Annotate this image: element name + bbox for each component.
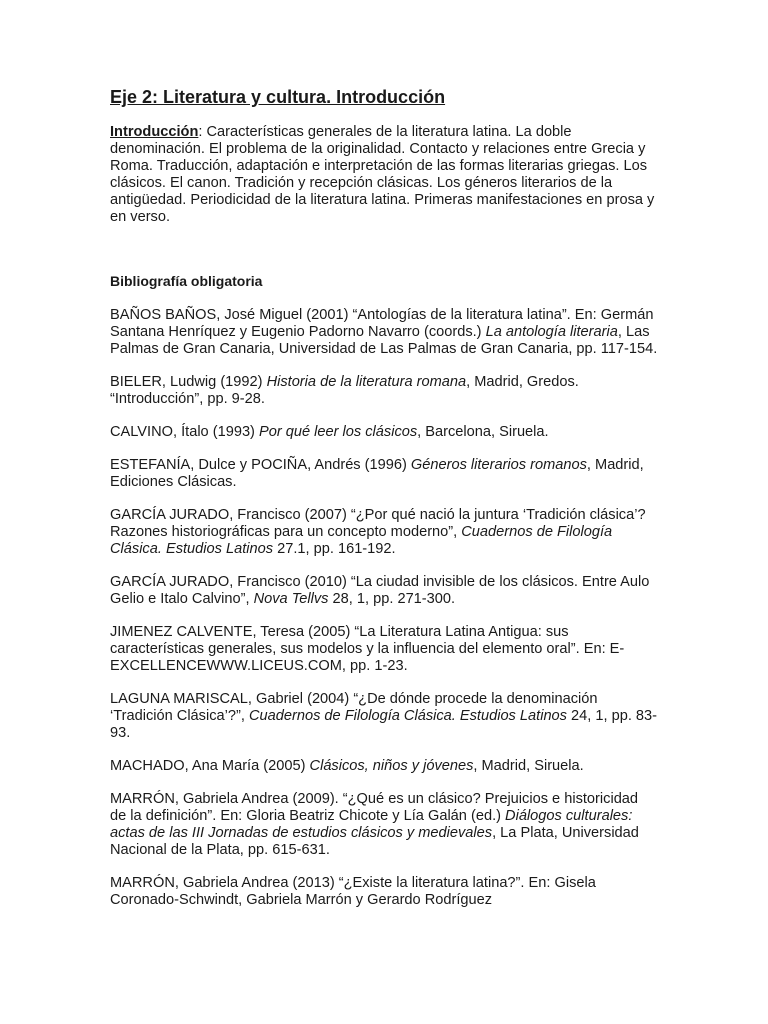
entry-text: , La Plata, Universidad Nacional de la Plata, pp. 615-631. [110, 825, 639, 858]
bibliography-heading: Bibliografía obligatoria [110, 273, 263, 289]
document-page [110, 86, 658, 909]
bibliography-entry [110, 457, 658, 491]
bibliography-entry [110, 307, 658, 358]
intro-text: : Características generales de la literatura latina. La doble denominación. El problema de la originalidad. Contacto y relaciones entre Grecia y Roma. Traducción, adaptación e interpretación de las formas literarias griegas. Los clásicos. El canon. Tradición y recepción clásicas. Los géneros literarios de la antigüedad. Periodicidad de la literatura latina. Primeras manifestaciones en prosa y en verso. [110, 124, 655, 225]
entry-text: ESTEFANÍA, Dulce y POCIÑA, Andrés (1996) [110, 457, 411, 473]
entry-italic-title: Diálogos culturales: actas de las III Jornadas de estudios clásicos y medievales [110, 808, 633, 841]
bibliography-entry [110, 374, 658, 408]
entry-italic-title: Cuadernos de Filología Clásica. Estudios Latinos [110, 524, 613, 557]
entry-text: GARCÍA JURADO, Francisco (2007) “¿Por qué nació la juntura ‘Tradición clásica’? Razones historiográficas para un concepto moderno”, [110, 507, 646, 540]
entry-text: , Madrid, Gredos. “Introducción”, pp. 9-28. [110, 374, 579, 407]
entry-text: BAÑOS BAÑOS, José Miguel (2001) “Antologías de la literatura latina”. En: Germán Santana Henríquez y Eugenio Padorno Navarro (coords.) [110, 307, 654, 340]
bibliography-entry [110, 507, 658, 558]
bibliography-entry [110, 691, 658, 742]
entry-text: , Las Palmas de Gran Canaria, Universidad de Las Palmas de Gran Canaria, pp. 117-154. [110, 324, 658, 357]
entry-text: BIELER, Ludwig (1992) [110, 374, 267, 390]
bibliography-entry [110, 758, 658, 775]
entry-text: , Madrid, Siruela. [473, 758, 584, 774]
entry-italic-title: Por qué leer los clásicos [258, 424, 418, 440]
bibliography-entry [110, 875, 658, 909]
bibliography-entry [110, 624, 658, 675]
entry-text: , Barcelona, Siruela. [417, 424, 549, 440]
entry-italic-title: Géneros literarios romanos [410, 457, 587, 473]
entry-italic-title: Cuadernos de Filología Clásica. Estudios Latinos [248, 708, 567, 724]
entry-text: MARRÓN, Gabriela Andrea (2009). “¿Qué es un clásico? Prejuicios e historicidad de la definición”. En: Gloria Beatriz Chicote y Lía Galán (ed.) [110, 791, 639, 824]
entry-text: MACHADO, Ana María (2005) [110, 758, 310, 774]
page-title: Eje 2: Literatura y cultura. Introducción [110, 87, 446, 107]
bibliography-list [110, 307, 658, 909]
entry-text: JIMENEZ CALVENTE, Teresa (2005) “La Literatura Latina Antigua: sus características generales, sus modelos y la influencia del elemento oral”. En: E-EXCELLENCEWWW.LICEUS.COM, pp. 1-23. [110, 624, 625, 674]
entry-italic-title: Historia de la literatura romana [266, 374, 467, 390]
intro-paragraph [110, 124, 658, 226]
entry-text: CALVINO, Ítalo (1993) [110, 424, 259, 440]
entry-italic-title: Clásicos, niños y jóvenes [309, 758, 474, 774]
entry-text: 28, 1, pp. 271-300. [328, 591, 456, 607]
entry-italic-title: Nova Tellvs [253, 591, 329, 607]
entry-text: MARRÓN, Gabriela Andrea (2013) “¿Existe la literatura latina?”. En: Gisela Coronado-Schwindt, Gabriela Marrón y Gerardo Rodríguez [110, 875, 596, 908]
entry-text: 24, 1, pp. 83-93. [110, 708, 658, 741]
bibliography-entry [110, 791, 658, 859]
bibliography-entry [110, 424, 658, 441]
entry-text: , Madrid, Ediciones Clásicas. [110, 457, 644, 490]
entry-text: 27.1, pp. 161-192. [273, 541, 396, 557]
entry-italic-title: La antología literaria [485, 324, 618, 340]
entry-text: GARCÍA JURADO, Francisco (2010) “La ciudad invisible de los clásicos. Entre Aulo Gelio e Italo Calvino”, [110, 574, 650, 607]
intro-label: Introducción [110, 124, 199, 140]
entry-text: LAGUNA MARISCAL, Gabriel (2004) “¿De dónde procede la denominación ‘Tradición Clásica’?”, [110, 691, 598, 724]
bibliography-entry [110, 574, 658, 608]
